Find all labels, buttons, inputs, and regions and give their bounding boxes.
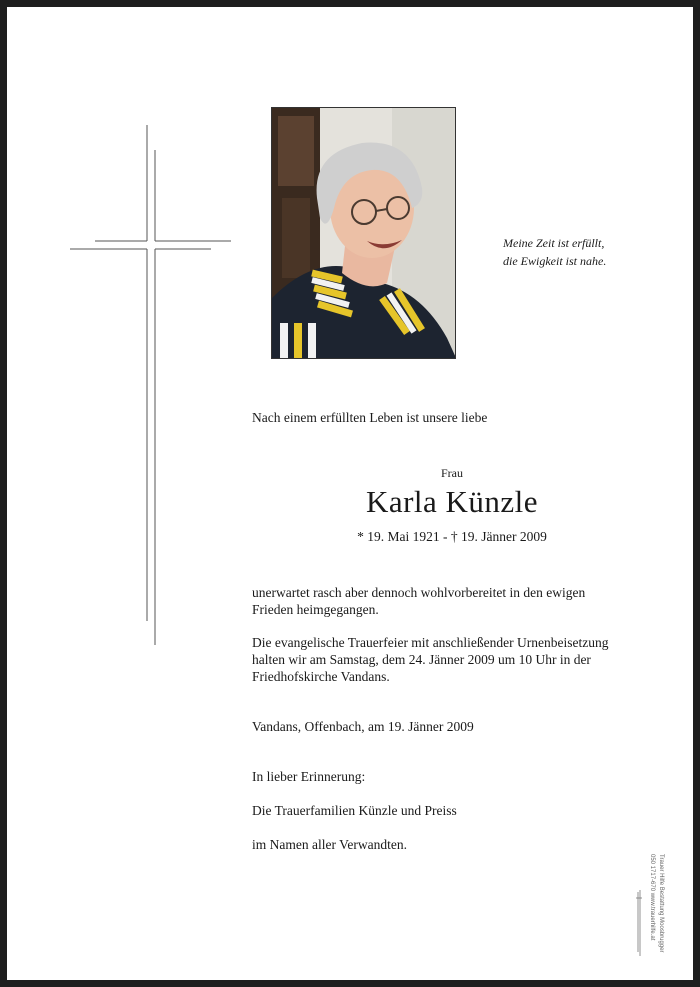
cross-icon bbox=[65, 125, 235, 650]
imprint-line-1: Trauer Hilfe Bestattung Moosbrugger bbox=[658, 854, 664, 953]
closing-line-1: In lieber Erinnerung: bbox=[252, 769, 366, 784]
deceased-name: Karla Künzle bbox=[365, 484, 539, 519]
deceased-title: Frau bbox=[441, 466, 463, 480]
portrait-photo bbox=[271, 107, 456, 359]
body-p2-line3: Friedhofskirche Vandans. bbox=[252, 669, 390, 684]
closing-line-3: im Namen aller Verwandten. bbox=[252, 837, 407, 852]
closing-line-2: Die Trauerfamilien Künzle und Preiss bbox=[252, 803, 457, 818]
place-date: Vandans, Offenbach, am 19. Jänner 2009 bbox=[252, 719, 474, 734]
body-p1-line1: unerwartet rasch aber dennoch wohlvorbereitet in den ewigen bbox=[252, 585, 586, 600]
funeral-service-imprint bbox=[636, 852, 666, 962]
body-p1-line2: Frieden heimgegangen. bbox=[252, 602, 379, 617]
memorial-motto bbox=[503, 234, 606, 270]
motto-line-2: die Ewigkeit ist nahe. bbox=[503, 254, 607, 268]
body-p2-line1: Die evangelische Trauerfeier mit anschließender Urnenbeisetzung bbox=[252, 635, 609, 650]
imprint-line-2: 050 1717-670 www.trauerhilfe.at bbox=[649, 854, 655, 941]
motto-line-1: Meine Zeit ist erfüllt, bbox=[503, 236, 605, 250]
body-p2-line2: halten wir am Samstag, dem 24. Jänner 2009 um 10 Uhr in der bbox=[252, 652, 591, 667]
intro-text: Nach einem erfüllten Leben ist unsere liebe bbox=[252, 410, 488, 425]
life-dates: * 19. Mai 1921 - † 19. Jänner 2009 bbox=[357, 529, 547, 544]
